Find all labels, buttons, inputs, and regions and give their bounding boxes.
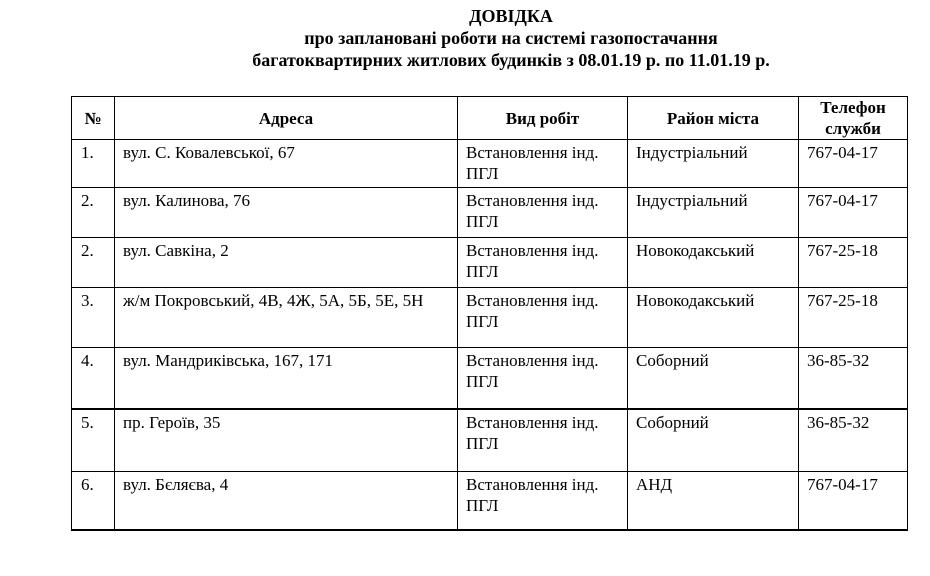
cell-num: 2. — [72, 238, 115, 288]
table-row — [72, 472, 908, 531]
table-row — [72, 409, 908, 472]
cell-district: Індустріальний — [628, 140, 799, 188]
table-row — [72, 238, 908, 288]
document-title: ДОВІДКА — [469, 6, 553, 26]
cell-phone: 767-04-17 — [799, 472, 908, 531]
cell-address: вул. Бєляєва, 4 — [115, 472, 458, 531]
cell-district: Соборний — [628, 348, 799, 410]
cell-district: Новокодакський — [628, 238, 799, 288]
cell-address: вул. Савкіна, 2 — [115, 238, 458, 288]
works-table — [71, 96, 908, 531]
cell-district: Індустріальний — [628, 188, 799, 238]
cell-work: Встановлення інд. ПГЛ — [458, 140, 628, 188]
cell-num: 4. — [72, 348, 115, 410]
cell-phone: 767-04-17 — [799, 188, 908, 238]
column-header-phone: Телефон служби — [799, 97, 908, 140]
cell-district: АНД — [628, 472, 799, 531]
cell-work: Встановлення інд. ПГЛ — [458, 348, 628, 410]
column-header-district: Район міста — [628, 97, 799, 140]
cell-district: Соборний — [628, 409, 799, 472]
cell-phone: 767-25-18 — [799, 288, 908, 348]
cell-work: Встановлення інд. ПГЛ — [458, 472, 628, 531]
cell-work: Встановлення інд. ПГЛ — [458, 238, 628, 288]
cell-num: 3. — [72, 288, 115, 348]
cell-num: 6. — [72, 472, 115, 531]
column-header-num: № — [72, 97, 115, 140]
cell-phone: 767-25-18 — [799, 238, 908, 288]
cell-num: 5. — [72, 409, 115, 472]
cell-address: ж/м Покровський, 4В, 4Ж, 5А, 5Б, 5Е, 5Н — [115, 288, 458, 348]
cell-work: Встановлення інд. ПГЛ — [458, 409, 628, 472]
cell-phone: 767-04-17 — [799, 140, 908, 188]
cell-district: Новокодакський — [628, 288, 799, 348]
cell-address: вул. С. Ковалевської, 67 — [115, 140, 458, 188]
cell-work: Встановлення інд. ПГЛ — [458, 188, 628, 238]
cell-address: вул. Мандриківська, 167, 171 — [115, 348, 458, 410]
column-header-address: Адреса — [115, 97, 458, 140]
table-row — [72, 348, 908, 410]
cell-phone: 36-85-32 — [799, 409, 908, 472]
table-row — [72, 188, 908, 238]
document-subtitle-line-1: про заплановані роботи на системі газопостачання — [304, 28, 718, 48]
document-subtitle-line-2: багатоквартирних житлових будинків з 08.01.19 р. по 11.01.19 р. — [252, 50, 770, 70]
column-header-work: Вид робіт — [458, 97, 628, 140]
table-row — [72, 288, 908, 348]
cell-address: вул. Калинова, 76 — [115, 188, 458, 238]
cell-phone: 36-85-32 — [799, 348, 908, 410]
table-header-row — [72, 97, 908, 140]
table-row — [72, 140, 908, 188]
cell-address: пр. Героїв, 35 — [115, 409, 458, 472]
cell-num: 2. — [72, 188, 115, 238]
cell-num: 1. — [72, 140, 115, 188]
cell-work: Встановлення інд. ПГЛ — [458, 288, 628, 348]
